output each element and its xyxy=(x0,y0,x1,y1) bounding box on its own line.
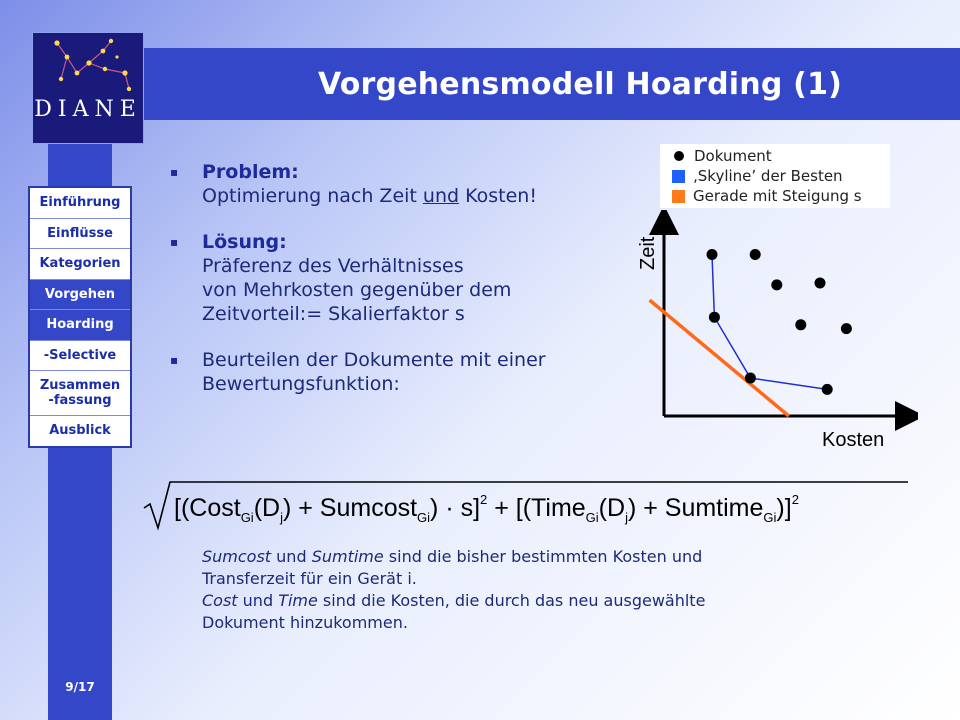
bullet-beurteilen xyxy=(170,348,640,396)
nav-item-zusammenfassung[interactable]: Zusammen -fassung xyxy=(30,371,130,416)
legend-dokument xyxy=(672,146,772,166)
problem-text-post: Kosten! xyxy=(459,185,537,207)
loesung-line-1: Präferenz des Verhältnisses xyxy=(202,255,464,277)
note-time: Time xyxy=(278,591,318,610)
legend-skyline xyxy=(672,166,843,186)
note-sumtime: Sumtime xyxy=(311,547,384,566)
formula-part-cost: [(Cost xyxy=(174,494,241,522)
bullet-marker: ▪ xyxy=(170,235,179,249)
formula-part-close: )] xyxy=(776,494,792,522)
formula-sub-gi: Gi xyxy=(240,510,254,525)
formula-part-time: + [(Time xyxy=(487,494,586,522)
formula-part-d: (D xyxy=(253,494,281,522)
document-point-1 xyxy=(750,249,761,260)
document-point-6 xyxy=(841,323,852,334)
nav-item-vorgehen[interactable]: Vorgehen xyxy=(30,280,130,311)
formula-part-sumtime: ) + Sumtime xyxy=(627,494,764,522)
title-bar xyxy=(140,48,960,120)
loesung-heading: Lösung: xyxy=(202,231,287,253)
document-point-3 xyxy=(815,278,826,289)
beurteilen-line-1: Beurteilen der Dokumente mit einer xyxy=(202,349,546,371)
y-axis-label: Zeit xyxy=(637,236,659,270)
formula-sub-gi: Gi xyxy=(417,510,431,525)
legend-label: Gerade mit Steigung s xyxy=(693,187,862,205)
problem-heading: Problem: xyxy=(202,161,299,183)
bullet-marker: ▪ xyxy=(170,165,179,179)
problem-text-underlined: und xyxy=(422,185,460,207)
logo-text: DIANE xyxy=(34,97,142,122)
slide-navigation xyxy=(28,186,132,448)
legend-gerade xyxy=(672,186,862,206)
problem-text-pre: Optimierung nach Zeit xyxy=(202,185,423,207)
x-axis-label: Kosten xyxy=(822,429,885,451)
document-point-7 xyxy=(745,373,756,384)
loesung-line-2: von Mehrkosten gegenüber dem xyxy=(202,279,512,301)
nav-item-einfluesse[interactable]: Einflüsse xyxy=(30,219,130,250)
legend-label: ‚Skyline’ der Besten xyxy=(693,167,843,185)
formula-sub-gi: Gi xyxy=(585,510,599,525)
document-point-2 xyxy=(771,279,782,290)
bullet-problem xyxy=(170,160,640,208)
beurteilen-line-2: Bewertungsfunktion: xyxy=(202,373,400,395)
diane-logo xyxy=(32,32,144,144)
formula-part-s: ) · s] xyxy=(430,494,481,522)
note-text: und xyxy=(237,591,279,610)
formula-sub-j: j xyxy=(625,510,628,525)
note-text: Dokument hinzukommen. xyxy=(202,613,408,632)
formula-part-sumcost: ) + Sumcost xyxy=(282,494,418,522)
formula-square: 2 xyxy=(791,492,799,507)
document-dot-icon xyxy=(674,151,684,161)
nav-item-einfuehrung[interactable]: Einführung xyxy=(30,188,130,219)
note-text: sind die Kosten, die durch das neu ausgewählte xyxy=(317,591,706,610)
line-swatch xyxy=(672,190,685,203)
slide-title: Vorgehensmodell Hoarding (1) xyxy=(317,66,843,102)
note-sumcost: Sumcost xyxy=(202,547,272,566)
constellation-icon xyxy=(33,33,144,103)
legend-label: Dokument xyxy=(694,147,772,165)
nav-item-ausblick[interactable]: Ausblick xyxy=(49,423,111,439)
nav-item-kategorien[interactable]: Kategorien xyxy=(30,249,130,280)
skyline-line xyxy=(712,255,827,390)
note-cost: Cost xyxy=(202,591,238,610)
bullet-marker: ▪ xyxy=(170,353,179,367)
formula-square: 2 xyxy=(480,492,488,507)
main-content xyxy=(170,160,640,418)
document-point-4 xyxy=(709,312,720,323)
page-number: 9/17 xyxy=(65,680,95,694)
nav-item-selective[interactable]: -Selective xyxy=(30,341,130,372)
document-point-5 xyxy=(795,319,806,330)
nav-item-hoarding[interactable]: Hoarding xyxy=(30,310,130,341)
formula-notes xyxy=(202,546,892,634)
skyline-swatch xyxy=(672,170,685,183)
bullet-loesung xyxy=(170,230,640,326)
document-point-0 xyxy=(707,249,718,260)
note-text: und xyxy=(271,547,312,566)
chart-legend xyxy=(660,144,890,208)
loesung-line-3: Zeitvorteil:= Skalierfaktor s xyxy=(202,303,465,325)
svg-text:[(CostGi(Dj) + SumcostGi) · s] xyxy=(174,492,799,525)
note-text: Transferzeit für ein Gerät i. xyxy=(202,569,417,588)
skyline-chart xyxy=(618,210,918,458)
formula-sub-gi: Gi xyxy=(763,510,777,525)
evaluation-formula xyxy=(140,478,910,534)
document-point-8 xyxy=(822,384,833,395)
formula-sub-j: j xyxy=(280,510,283,525)
note-text: sind die bisher bestimmten Kosten und xyxy=(383,547,703,566)
formula-part-d: (D xyxy=(598,494,626,522)
